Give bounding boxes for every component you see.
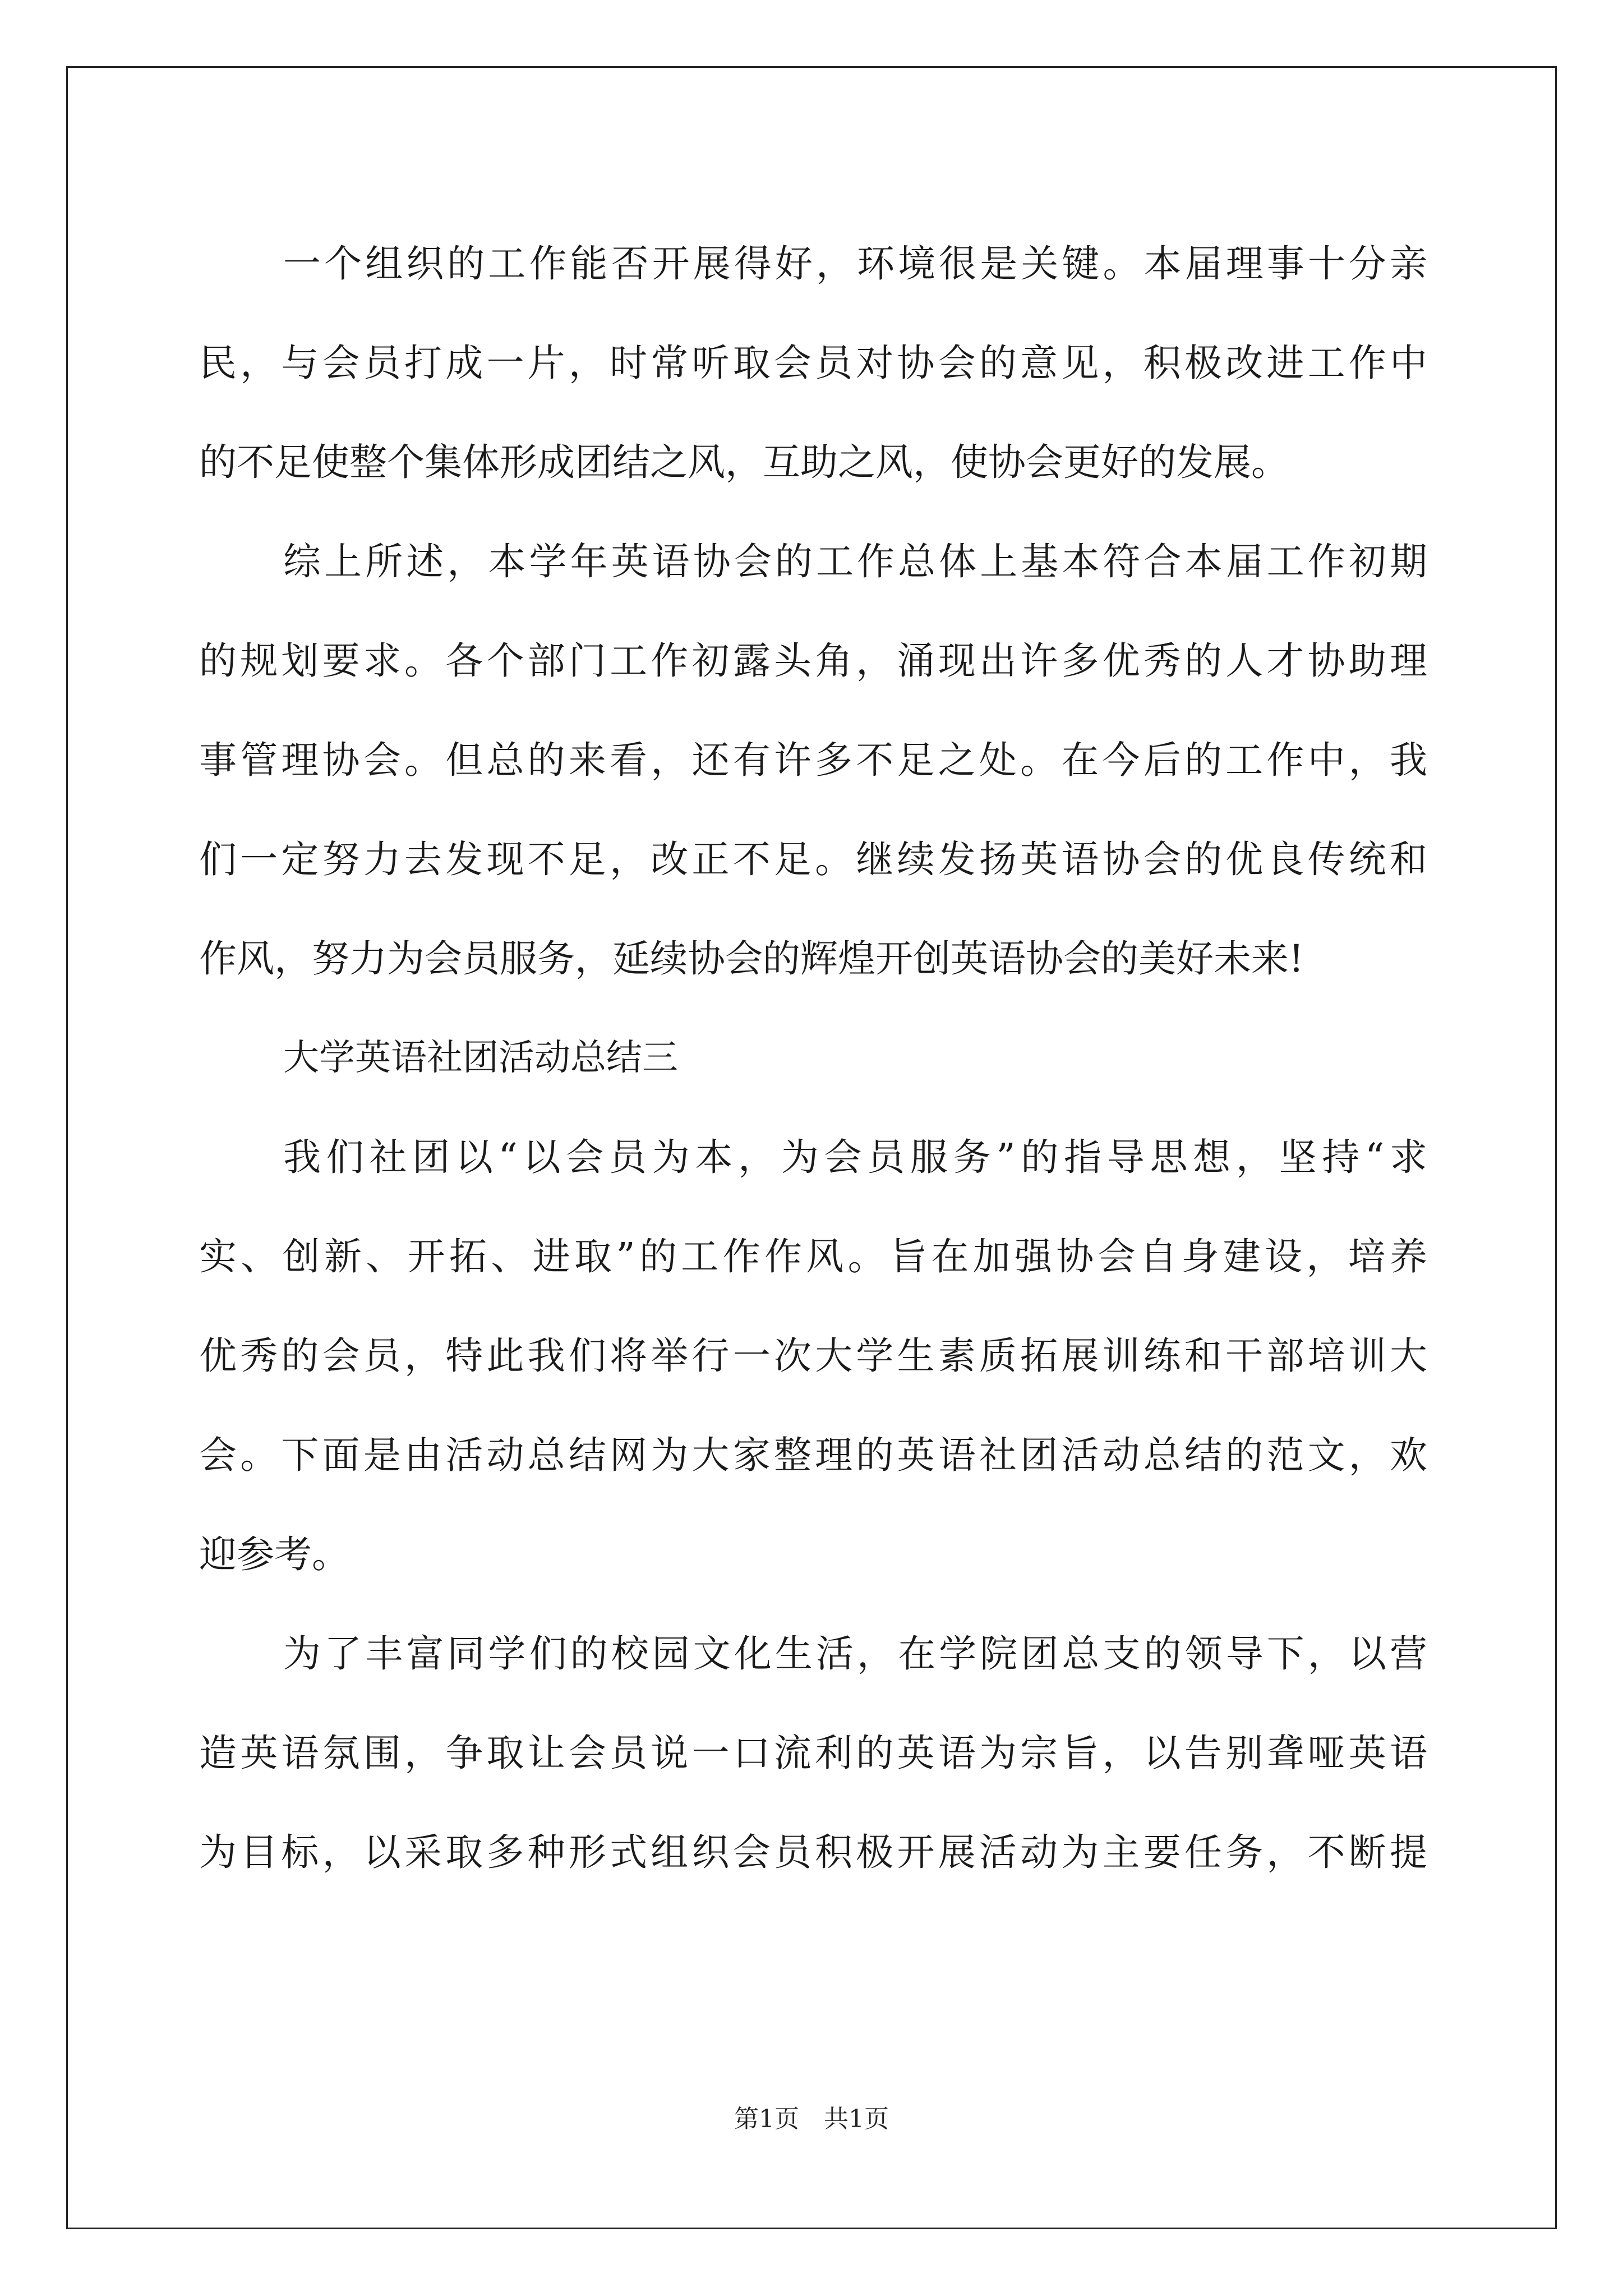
text-line: 一个组织的工作能否开展得好，环境很是关键。本届理事十分亲 (283, 242, 1427, 286)
text-line: 作风，努力为会员服务，延续协会的辉煌开创英语协会的美好未来! (199, 937, 1304, 981)
text-line: 事管理协会。但总的来看，还有许多不足之处。在今后的工作中，我 (199, 738, 1427, 782)
text-line: 会。下面是由活动总结网为大家整理的英语社团活动总结的范文，欢 (199, 1433, 1427, 1477)
page-footer (0, 2102, 1623, 2136)
section-heading: 大学英语社团活动总结三 (283, 1037, 678, 1079)
text-line: 为目标，以采取多种形式组织会员积极开展活动为主要任务，不断提 (199, 1830, 1427, 1874)
text-line: 实、创新、开拓、进取”的工作作风。旨在加强协会自身建设，培养 (199, 1235, 1427, 1278)
text-line: 造英语氛围，争取让会员说一口流利的英语为宗旨，以告别聋哑英语 (199, 1731, 1427, 1775)
page-number-label: 第1页 共1页 (734, 2105, 889, 2133)
text-line: 为了丰富同学们的校园文化生活，在学院团总支的领导下，以营 (283, 1632, 1427, 1676)
document-body (199, 214, 1427, 1902)
text-line: 们一定努力去发现不足，改正不足。继续发扬英语协会的优良传统和 (199, 838, 1427, 881)
text-line: 综上所述，本学年英语协会的工作总体上基本符合本届工作初期 (283, 540, 1427, 583)
text-line: 的规划要求。各个部门工作初露头角，涌现出许多优秀的人才协助理 (199, 639, 1427, 683)
text-line: 民，与会员打成一片，时常听取会员对协会的意见，积极改进工作中 (199, 341, 1427, 385)
text-line: 我们社团以“以会员为本，为会员服务”的指导思想，坚持“求 (283, 1135, 1427, 1179)
text-line: 的不足使整个集体形成团结之风，互助之风，使协会更好的发展。 (199, 440, 1289, 484)
text-line: 优秀的会员，特此我们将举行一次大学生素质拓展训练和干部培训大 (199, 1334, 1427, 1378)
text-line: 迎参考。 (199, 1533, 349, 1576)
